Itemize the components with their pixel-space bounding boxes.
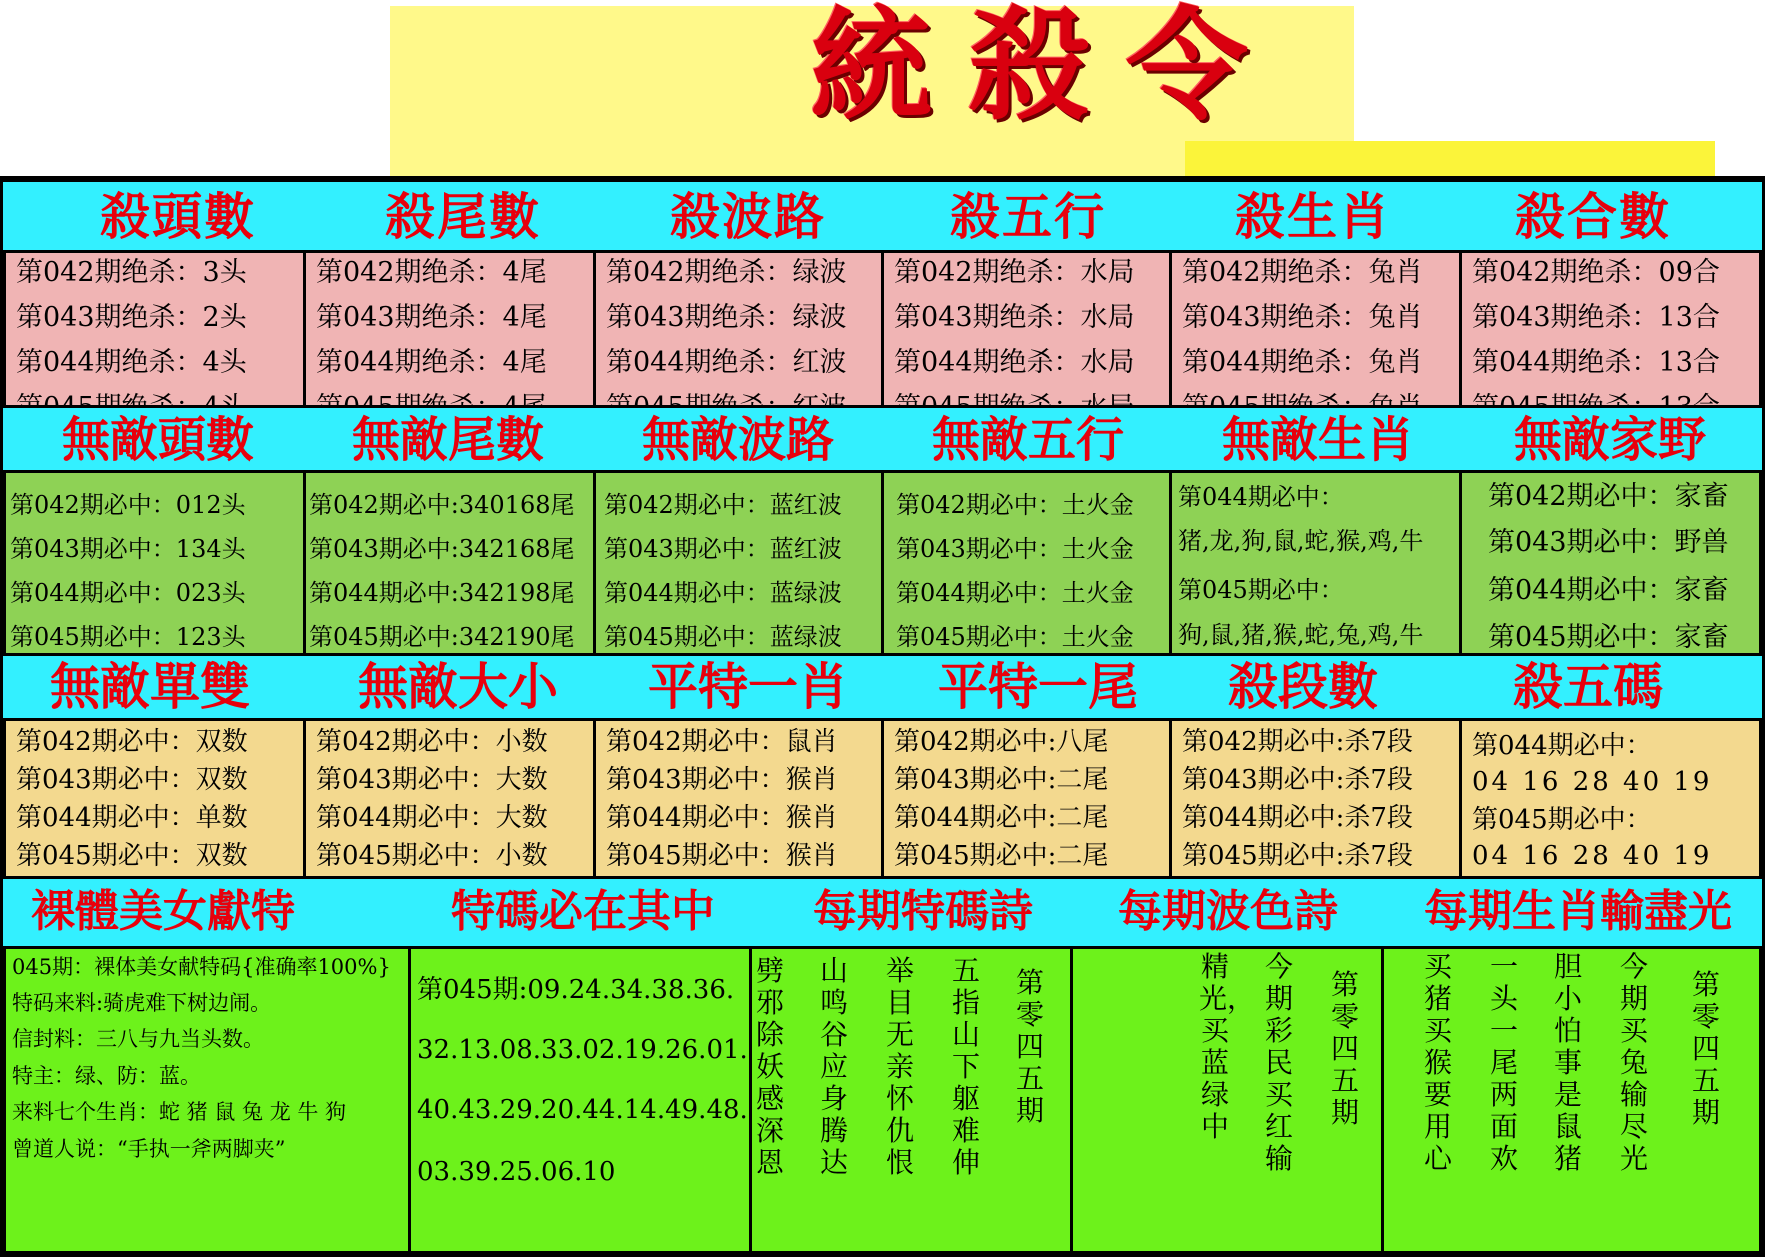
poem-column: 今期买兔输尽光 xyxy=(1619,950,1648,1175)
list-item: 第043期必中：野兽 xyxy=(1488,527,1729,558)
list-item: 第044期必中：家畜 xyxy=(1488,575,1729,606)
list-item: 第042期必中：蓝红波 xyxy=(604,491,842,519)
header-kill-zodiac: 殺生肖 xyxy=(1235,187,1391,246)
zodiac-poem-cell xyxy=(1384,949,1759,1251)
list-item: 第044期必中：猴肖 xyxy=(606,803,838,833)
list-item: 第044期必中:342198尾 xyxy=(309,579,575,607)
list-item: 第043期绝杀：绿波 xyxy=(606,302,847,333)
list-item: 第043期必中:342168尾 xyxy=(309,535,575,563)
list-item: 第045期必中： xyxy=(1472,805,1652,835)
header-special-within: 特碼必在其中 xyxy=(451,886,715,937)
list-item: 32.13.08.33.02.19.26.01. xyxy=(417,1035,748,1065)
header-zodiac-poem: 每期生肖輸盡光 xyxy=(1424,886,1732,937)
list-item: 第044期必中：单数 xyxy=(16,803,248,833)
color-poem-cell xyxy=(1073,949,1381,1251)
list-item: 第045期:09.24.34.38.36. xyxy=(417,975,735,1005)
list-item: 045期：裸体美女献特码{准确率100%} xyxy=(12,955,391,979)
list-item: 第043期必中：大数 xyxy=(316,765,548,795)
list-item: 第045期必中：小数 xyxy=(316,841,548,871)
poem-column: 山鸣谷应身腾达 xyxy=(819,954,848,1179)
list-item: 第042期绝杀：3头 xyxy=(16,257,247,288)
poem-column: 第零四五期 xyxy=(1691,968,1720,1129)
row2-header xyxy=(3,408,1762,470)
header-nude-special: 裸體美女獻特 xyxy=(31,886,295,937)
list-item: 第042期必中：012头 xyxy=(10,491,246,519)
sure-zodiac-cell xyxy=(1172,473,1459,653)
header-kill-wave: 殺波路 xyxy=(670,187,826,246)
header-sure-zodiac: 無敵生肖 xyxy=(1221,412,1414,468)
header-kill-five-codes: 殺五碼 xyxy=(1513,657,1663,716)
poem-column: 胆小怕事是鼠猪 xyxy=(1553,950,1582,1175)
list-item: 第042期绝杀：兔肖 xyxy=(1182,257,1423,288)
banner-strip xyxy=(1185,141,1715,179)
list-item: 特主：绿、防：蓝。 xyxy=(12,1064,201,1088)
list-item: 第042期必中:340168尾 xyxy=(309,491,575,519)
header-color-poem: 每期波色詩 xyxy=(1118,886,1338,937)
list-item: 第045期必中：双数 xyxy=(16,841,248,871)
list-item: 第042期必中：家畜 xyxy=(1488,481,1729,512)
list-item: 第044期绝杀：红波 xyxy=(606,347,847,378)
list-item: 第043期必中:杀7段 xyxy=(1182,765,1413,795)
list-item: 第044期必中：蓝绿波 xyxy=(604,579,842,607)
flat-tail-cell xyxy=(884,721,1169,876)
kill-zodiac-cell xyxy=(1172,253,1459,405)
header-kill-segment: 殺段數 xyxy=(1228,657,1378,716)
list-item: 猪,龙,狗,鼠,蛇,猴,鸡,牛 xyxy=(1178,527,1424,555)
list-item: 第042期必中：鼠肖 xyxy=(606,727,838,757)
flat-zodiac-cell xyxy=(596,721,881,876)
list-item: 第042期必中:杀7段 xyxy=(1182,727,1413,757)
list-item: 第045期必中:342190尾 xyxy=(309,623,575,651)
list-item: 04 16 28 40 19 xyxy=(1472,841,1713,871)
kill-five-codes-cell xyxy=(1462,721,1759,876)
list-item: 第043期必中：猴肖 xyxy=(606,765,838,795)
list-item: 第043期绝杀：13合 xyxy=(1472,302,1720,333)
list-item: 04 16 28 40 19 xyxy=(1472,767,1713,797)
list-item: 第042期绝杀：水局 xyxy=(894,257,1135,288)
list-item: 第044期必中：023头 xyxy=(10,579,246,607)
list-item: 第042期必中：小数 xyxy=(316,727,548,757)
list-item: 第043期绝杀：水局 xyxy=(894,302,1135,333)
list-item: 第042期绝杀：09合 xyxy=(1472,257,1720,288)
sure-tail-cell xyxy=(306,473,593,653)
list-item: 第045期必中：土火金 xyxy=(896,623,1134,651)
sure-head-cell xyxy=(6,473,303,653)
list-item: 来料七个生肖：蛇 猪 鼠 兔 龙 牛 狗 xyxy=(12,1100,347,1124)
list-item: 特码来料:骑虎难下树边闹。 xyxy=(12,991,272,1015)
header-sure-head: 無敵頭數 xyxy=(61,412,254,468)
list-item: 第043期绝杀：兔肖 xyxy=(1182,302,1423,333)
list-item: 第043期必中：土火金 xyxy=(896,535,1134,563)
header-flat-zodiac: 平特一肖 xyxy=(648,657,848,716)
title-banner xyxy=(390,0,1354,178)
list-item: 第044期必中： xyxy=(1472,731,1652,761)
list-item: 第045期必中：蓝绿波 xyxy=(604,623,842,651)
poem-column: 第零四五期 xyxy=(1015,966,1044,1127)
list-item: 第044期必中:杀7段 xyxy=(1182,803,1413,833)
list-item: 第043期必中：134头 xyxy=(10,535,246,563)
list-item: 03.39.25.06.10 xyxy=(417,1157,616,1187)
poem-column: 第零四五期 xyxy=(1330,968,1359,1129)
list-item: 第044期绝杀：水局 xyxy=(894,347,1135,378)
list-item: 第045期必中： xyxy=(1178,576,1344,604)
header-sure-domestic-wild: 無敵家野 xyxy=(1513,412,1706,468)
poem-column: 劈邪除妖感深恩 xyxy=(755,954,784,1179)
header-sure-tail: 無敵尾數 xyxy=(351,412,544,468)
list-item: 信封料：三八与九当头数。 xyxy=(12,1027,264,1051)
list-item: 第044期绝杀：13合 xyxy=(1472,347,1720,378)
list-item: 第044期必中:二尾 xyxy=(894,803,1109,833)
list-item: 第042期必中：双数 xyxy=(16,727,248,757)
kill-head-cell xyxy=(6,253,303,405)
special-numbers-cell xyxy=(411,949,749,1251)
list-item: 第043期必中：蓝红波 xyxy=(604,535,842,563)
list-item: 40.43.29.20.44.14.49.48. xyxy=(417,1095,748,1125)
list-item: 第043期绝杀：2头 xyxy=(16,302,247,333)
list-item: 第045期必中：猴肖 xyxy=(606,841,838,871)
poem-column: 一头一尾两面欢 xyxy=(1489,950,1518,1175)
poem-column: 五指山下躯难伸 xyxy=(951,954,980,1179)
header-kill-head: 殺頭數 xyxy=(100,187,256,246)
sure-odd-even-cell xyxy=(6,721,303,876)
kill-wave-cell xyxy=(596,253,881,405)
list-item: 第043期必中:二尾 xyxy=(894,765,1109,795)
row4-header xyxy=(3,879,1762,946)
kill-sum-cell xyxy=(1462,253,1759,405)
poem-column: 精光，买蓝绿中 xyxy=(1199,950,1256,1143)
header-sure-odd-even: 無敵單雙 xyxy=(50,657,250,716)
list-item: 第042期绝杀：绿波 xyxy=(606,257,847,288)
kill-segment-cell xyxy=(1172,721,1459,876)
header-kill-tail: 殺尾數 xyxy=(385,187,541,246)
header-kill-element: 殺五行 xyxy=(950,187,1106,246)
list-item: 狗,鼠,猪,猴,蛇,兔,鸡,牛 xyxy=(1178,621,1424,649)
list-item: 第045期必中:杀7段 xyxy=(1182,841,1413,871)
list-item: 第044期绝杀：4尾 xyxy=(316,347,547,378)
list-item: 第045期必中：家畜 xyxy=(1488,622,1729,653)
sure-big-small-cell xyxy=(306,721,593,876)
list-item: 第044期必中：土火金 xyxy=(896,579,1134,607)
list-item: 第045期必中:二尾 xyxy=(894,841,1109,871)
header-flat-tail: 平特一尾 xyxy=(938,657,1138,716)
header-sure-element: 無敵五行 xyxy=(931,412,1124,468)
row1-header xyxy=(3,182,1762,250)
kill-element-cell xyxy=(884,253,1169,405)
header-kill-sum: 殺合數 xyxy=(1515,187,1671,246)
kill-tail-cell xyxy=(306,253,593,405)
list-item: 第044期绝杀：4头 xyxy=(16,347,247,378)
list-item: 第044期绝杀：兔肖 xyxy=(1182,347,1423,378)
list-item: 第044期必中： xyxy=(1178,483,1344,511)
poem-column: 买猪买猴要用心 xyxy=(1423,950,1452,1175)
header-sure-big-small: 無敵大小 xyxy=(358,657,558,716)
list-item: 第043期必中：双数 xyxy=(16,765,248,795)
list-item: 第042期必中：土火金 xyxy=(896,491,1134,519)
main-board xyxy=(0,176,1765,1257)
row3-header xyxy=(3,656,1762,718)
banner-title: 統殺令 xyxy=(810,0,1284,137)
list-item: 曾道人说：“手执一斧两脚夹” xyxy=(12,1137,286,1161)
header-sure-wave: 無敵波路 xyxy=(641,412,834,468)
nude-special-cell xyxy=(6,949,408,1251)
poem-column: 举目无亲怀仇恨 xyxy=(885,954,914,1179)
special-poem-cell xyxy=(752,949,1070,1251)
sure-wave-cell xyxy=(596,473,881,653)
sure-element-cell xyxy=(884,473,1169,653)
list-item: 第042期必中:八尾 xyxy=(894,727,1109,757)
sure-domestic-wild-cell xyxy=(1462,473,1759,653)
list-item: 第044期必中：大数 xyxy=(316,803,548,833)
poem-column: 今期彩民买红输 xyxy=(1264,950,1293,1175)
list-item: 第043期绝杀：4尾 xyxy=(316,302,547,333)
list-item: 第042期绝杀：4尾 xyxy=(316,257,547,288)
header-special-poem: 每期特碼詩 xyxy=(813,886,1033,937)
list-item: 第045期必中：123头 xyxy=(10,623,246,651)
